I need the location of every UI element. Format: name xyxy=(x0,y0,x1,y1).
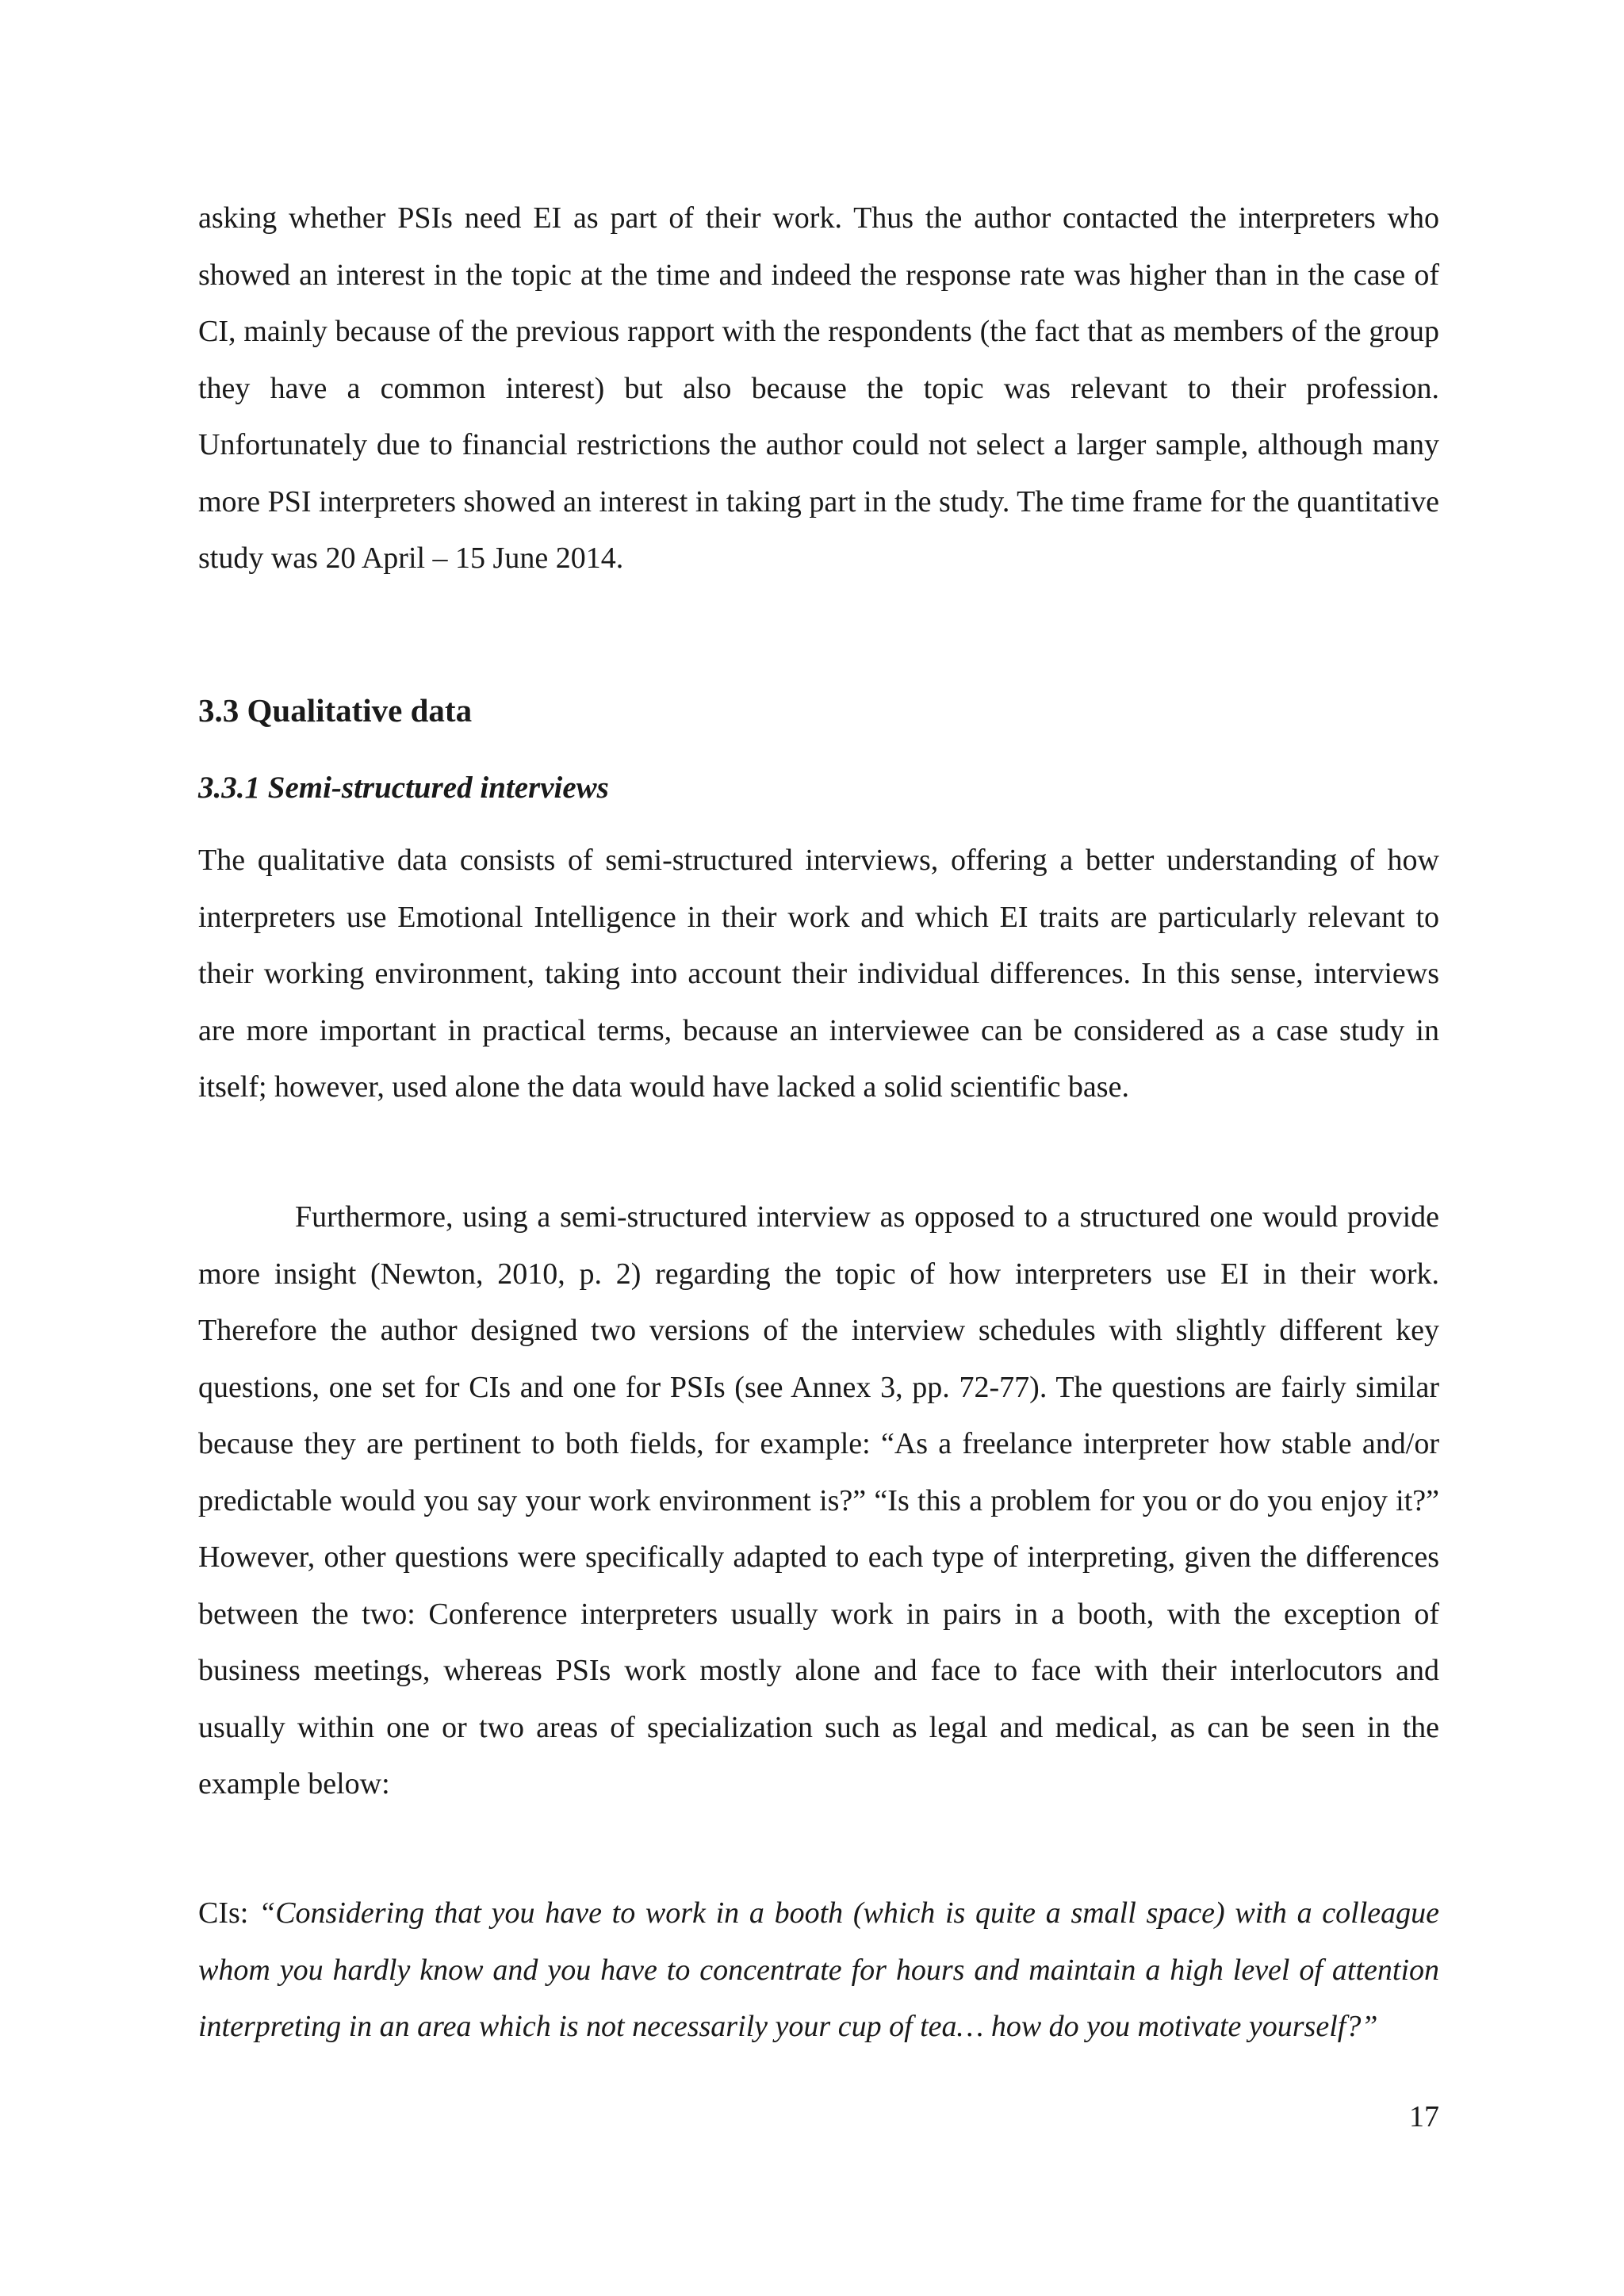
body-paragraph-response-rate: asking whether PSIs need EI as part of their work. Thus the author contacted the interpreters who showed an interest in the topic at the time and indeed the response rate was higher than in the case of CI, mainly because of the previous rapport with the respondents (the fact that as members of the group they have a common interest) but also because the topic was relevant to their profession. Unfortunately due to financial restrictions the author could not select a larger sample, although many more PSI interpreters showed an interest in taking part in the study. The time frame for the quantitative study was 20 April – 15 June 2014. xyxy=(198,201,1439,575)
interview-question-quote xyxy=(198,1885,1439,2056)
page-number: 17 xyxy=(1409,2100,1439,2133)
subsection-heading: 3.3.1 Semi-structured interviews xyxy=(198,771,609,805)
body-paragraph-semi-structured: Furthermore, using a semi-structured interview as opposed to a structured one would provide more insight (Newton, 2010, p. 2) regarding the topic of how interpreters use EI in their work. Therefore the author designed two versions of the interview schedules with slightly different key questions, one set for CIs and one for PSIs (see Annex 3, pp. 72-77). The questions are fairly similar because they are pertinent to both fields, for example: “As a freelance interpreter how stable and/or predictable would you say your work environment is?” “Is this a problem for you or do you enjoy it?” However, other questions were specifically adapted to each type of interpreting, given the differences between the two: Conference interpreters usually work in pairs in a booth, with the exception of business meetings, whereas PSIs work mostly alone and face to face with their interlocutors and usually within one or two areas of specialization such as legal and medical, as can be seen in the example below: xyxy=(198,1200,1439,1800)
quote-text: “Considering that you have to work in a booth (which is quite a small space) with a colleague whom you hardly know and you have to concentrate for hours and maintain a high level of attention interpreting in an area which is not necessarily your cup of tea… how do you motivate yourself?” xyxy=(198,1896,1439,2043)
quote-label: CIs: xyxy=(198,1896,259,1930)
section-heading: 3.3 Qualitative data xyxy=(198,692,473,729)
body-paragraph-qualitative-data: The qualitative data consists of semi-structured interviews, offering a better understanding of how interpreters use Emotional Intelligence in their work and which EI traits are particularly relevant to their working environment, taking into account their individual differences. In this sense, interviews are more important in practical terms, because an interviewee can be considered as a case study in itself; however, used alone the data would have lacked a solid scientific base. xyxy=(198,844,1439,1104)
